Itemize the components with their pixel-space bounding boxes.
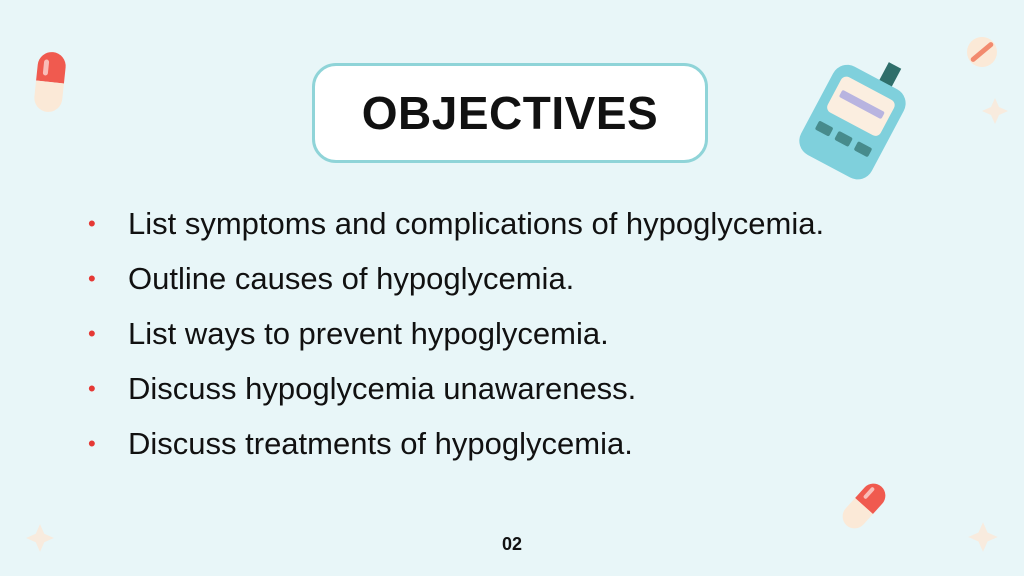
- bullet-icon: •: [88, 320, 96, 346]
- bullet-icon: •: [88, 265, 96, 291]
- list-item: [88, 196, 948, 251]
- bullet-icon: •: [88, 375, 96, 401]
- pill-tablet-icon: [964, 34, 1000, 70]
- bullet-icon: •: [88, 430, 96, 456]
- page-number: 02: [501, 534, 523, 554]
- slide-title: OBJECTIVES: [361, 87, 659, 139]
- title-box: [312, 63, 708, 163]
- list-item-text: Discuss hypoglycemia unawareness.: [128, 370, 637, 406]
- glucose-meter-icon: [778, 52, 918, 182]
- list-item-text: List ways to prevent hypoglycemia.: [128, 315, 609, 351]
- objectives-list: [88, 196, 948, 471]
- sparkle-icon: [980, 96, 1010, 126]
- list-item: [88, 306, 948, 361]
- list-item: [88, 361, 948, 416]
- pill-capsule-icon: [28, 42, 72, 122]
- list-item: [88, 251, 948, 306]
- pill-capsule-icon: [834, 474, 894, 538]
- list-item-text: Outline causes of hypoglycemia.: [128, 260, 575, 296]
- list-item: [88, 416, 948, 471]
- list-item-text: List symptoms and complications of hypoglycemia.: [128, 205, 825, 241]
- bullet-icon: •: [88, 210, 96, 236]
- list-item-text: Discuss treatments of hypoglycemia.: [128, 425, 633, 461]
